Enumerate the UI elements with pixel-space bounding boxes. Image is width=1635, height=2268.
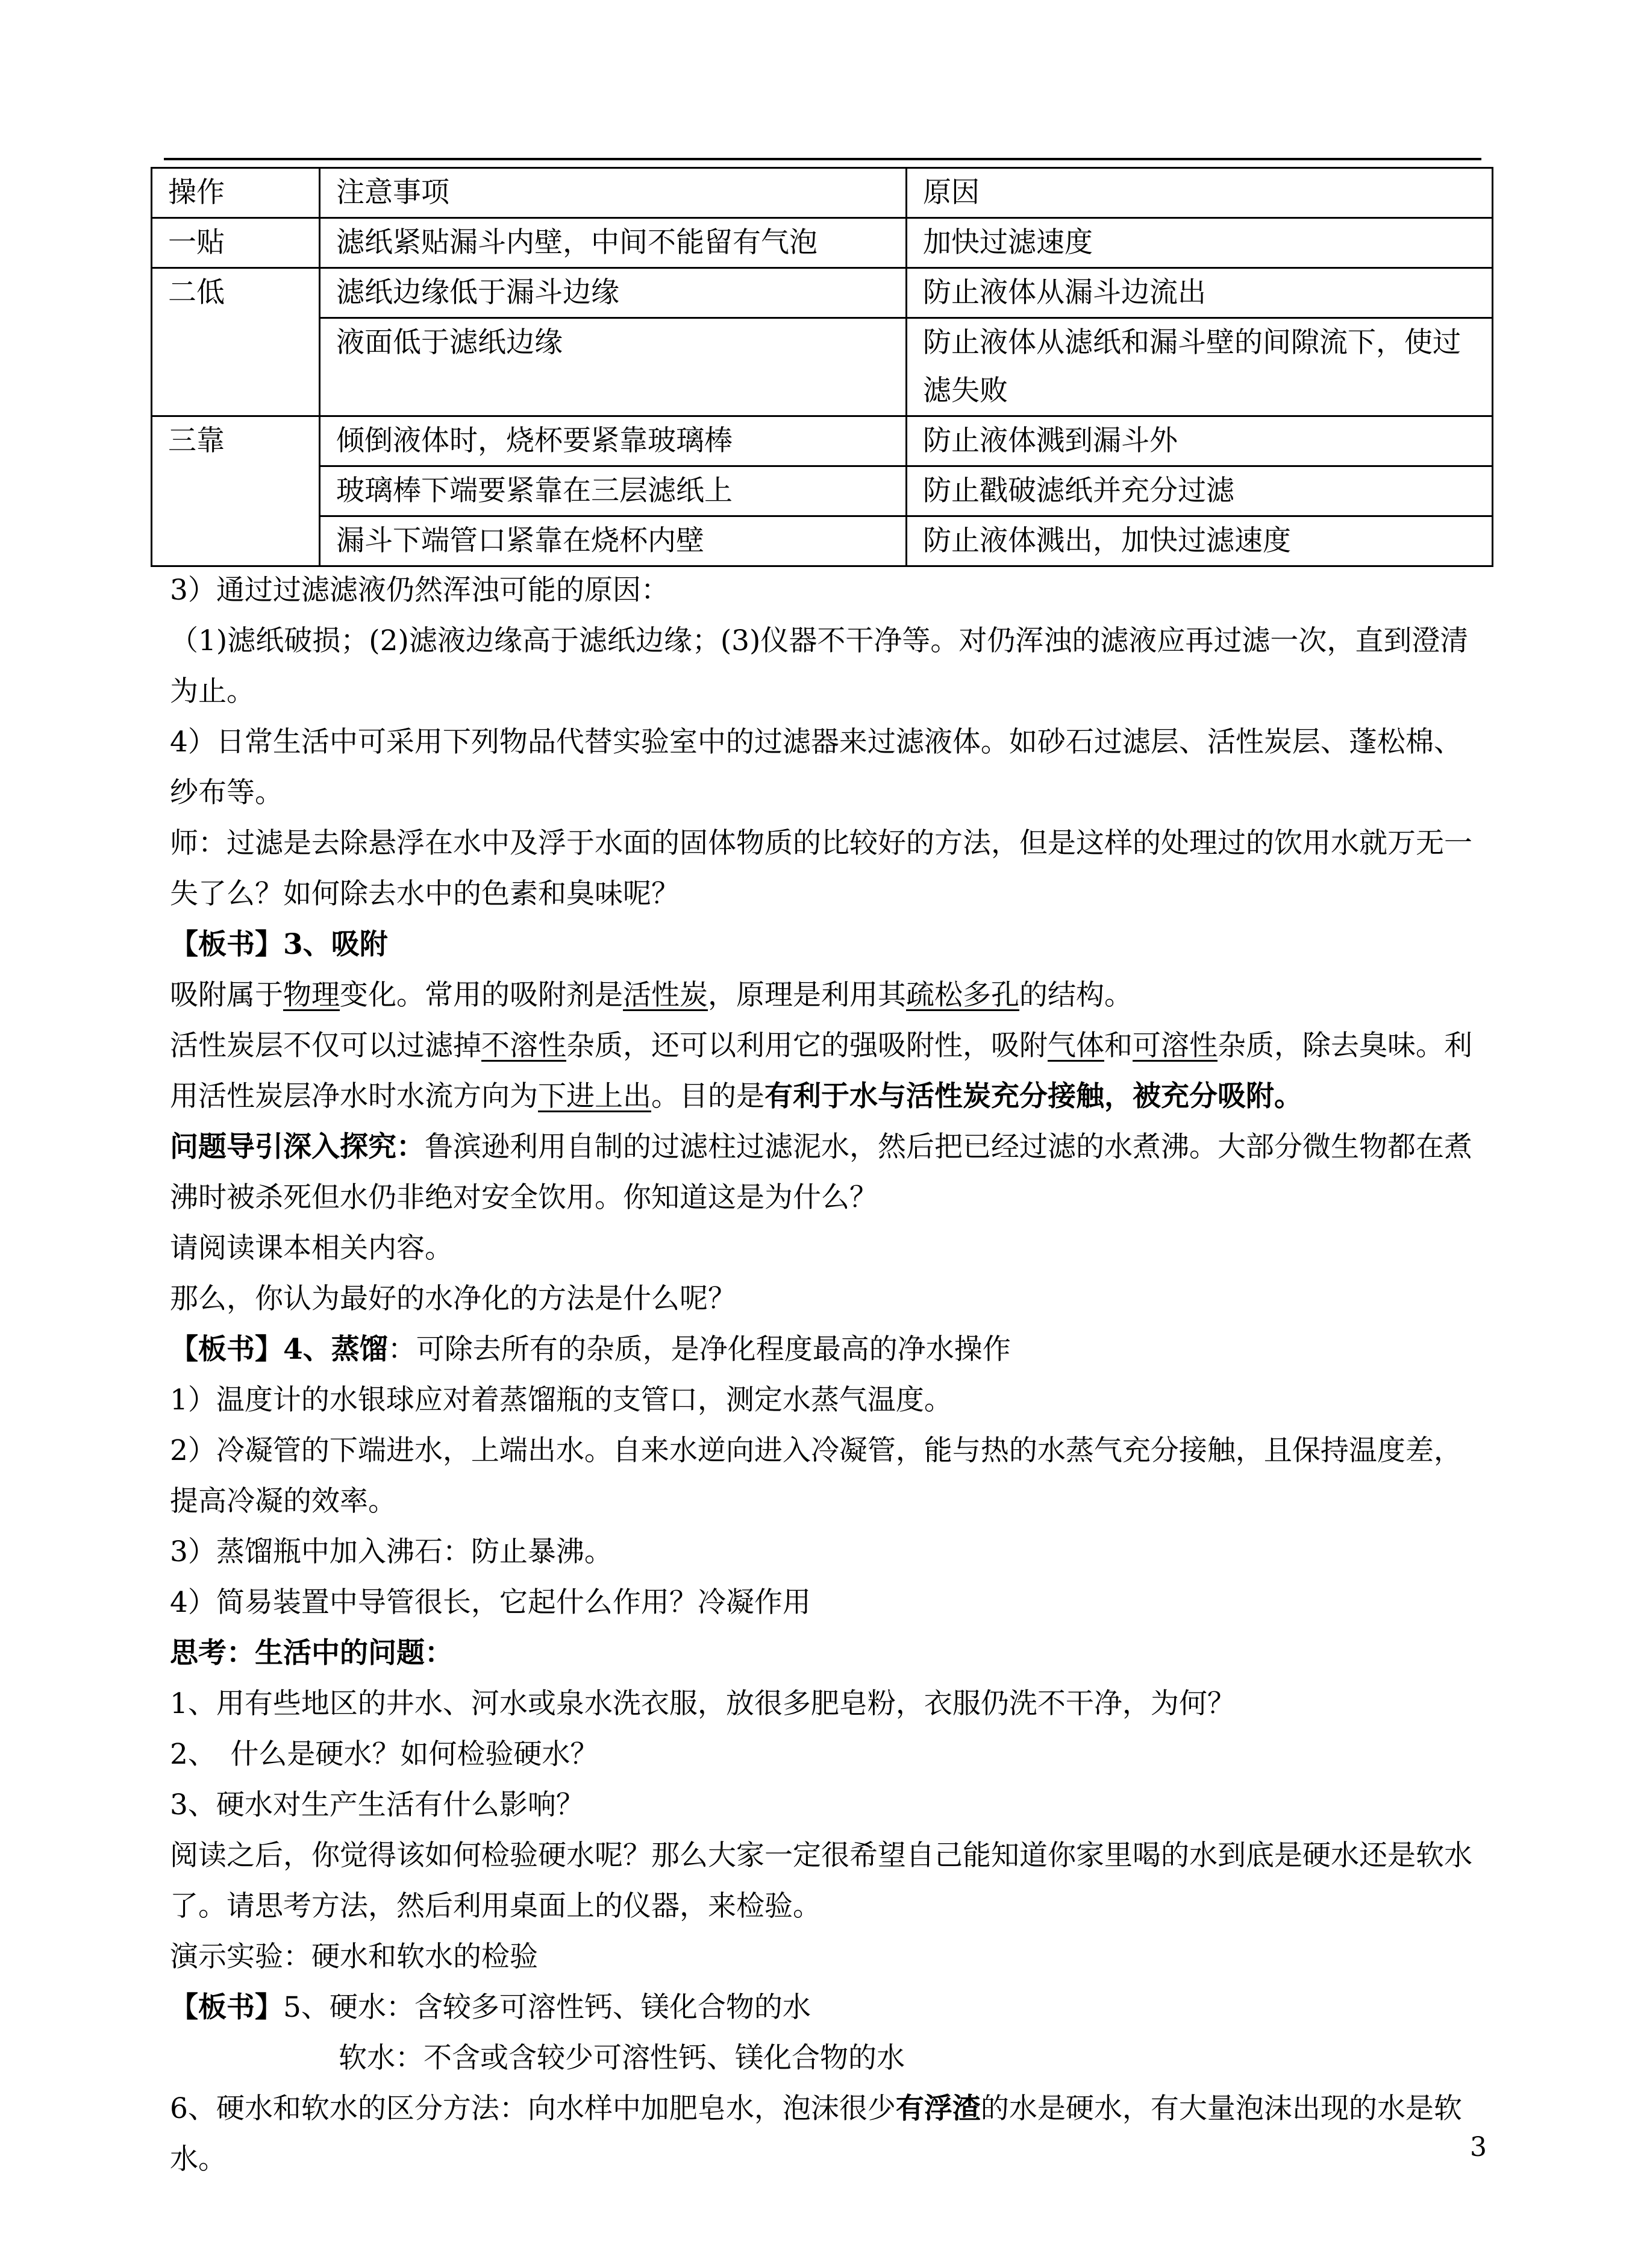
page-number: 3 — [1470, 2132, 1487, 2163]
paragraph — [170, 2084, 1483, 2185]
table-cell: 漏斗下端管口紧靠在烧杯内壁 — [320, 516, 907, 566]
table-row — [152, 318, 1493, 416]
paragraph — [170, 1324, 1483, 1375]
paragraph: 1）温度计的水银球应对着蒸馏瓶的支管口，测定水蒸气温度。 — [170, 1383, 952, 1417]
table-cell: 滤纸紧贴漏斗内壁，中间不能留有气泡 — [320, 218, 907, 268]
text-run: 6、硬水和软水的区分方法：向水样中加肥皂水，泡沫很少 — [170, 2092, 896, 2125]
section-heading: 【板书】3、吸附 — [170, 928, 388, 961]
underlined-term: 气体 — [1048, 1029, 1104, 1062]
table-cell: 防止液体溅到漏斗外 — [907, 416, 1493, 466]
paragraph: 阅读之后，你觉得该如何检验硬水呢？那么大家一定很希望自己能知道你家里喝的水到底是硬水还是软水了。请思考方法，然后利用桌面上的仪器，来检验。 — [170, 1839, 1472, 1923]
paragraph: 1、用有些地区的井水、河水或泉水洗衣服，放很多肥皂粉，衣服仍洗不干净，为何？ — [170, 1687, 1236, 1720]
table-row — [152, 218, 1493, 268]
table-header-cell: 注意事项 — [320, 168, 907, 218]
paragraph: 3）蒸馏瓶中加入沸石：防止暴沸。 — [170, 1535, 613, 1568]
paragraph — [170, 1122, 1483, 1223]
paragraph: 2）冷凝管的下端进水，上端出水。自来水逆向进入冷凝管，能与热的水蒸气充分接触，且保持温度差，提高冷凝的效率。 — [170, 1434, 1462, 1518]
text-run: 杂质，除去臭味。利用活性炭层净水时水流方向为 — [170, 1029, 1472, 1113]
document-body — [170, 565, 1483, 2185]
table-row — [152, 516, 1493, 566]
table-cell: 防止液体从漏斗边流出 — [907, 268, 1493, 318]
underlined-term: 下进上出 — [538, 1080, 651, 1113]
text-run: 杂质，还可以利用它的强吸附性，吸附 — [566, 1029, 1048, 1062]
text-run: ：可除去所有的杂质，是净化程度最高的净水操作 — [387, 1333, 1011, 1366]
text-run: 和 — [1104, 1029, 1133, 1062]
paragraph: 2、 什么是硬水？如何检验硬水？ — [170, 1738, 599, 1771]
paragraph — [170, 1982, 1483, 2033]
paragraph: 请阅读课本相关内容。 — [170, 1232, 453, 1265]
paragraph: 软水：不含或含较少可溶性钙、镁化合物的水 — [339, 2041, 905, 2075]
header-rule — [164, 158, 1481, 160]
table-header-cell: 原因 — [907, 168, 1493, 218]
underlined-term: 疏松多孔 — [906, 979, 1019, 1012]
text-run: 鲁滨逊利用自制的过滤柱过滤泥水，然后把已经过滤的水煮沸。大部分微生物都在煮沸时被杀死但水仍非绝对安全饮用。你知道这是为什么？ — [170, 1130, 1472, 1214]
underlined-term: 活性炭 — [623, 979, 708, 1012]
paragraph: 4）日常生活中可采用下列物品代替实验室中的过滤器来过滤液体。如砂石过滤层、活性炭层、蓬松棉、纱布等。 — [170, 725, 1462, 809]
text-run: 。目的是 — [651, 1080, 764, 1113]
text-run: 的水是硬水，有大量泡沫出现的水是软水。 — [170, 2092, 1462, 2176]
bold-text: 【板书】4、蒸馏 — [170, 1333, 388, 1366]
paragraph — [170, 1021, 1483, 1122]
paragraph: 演示实验：硬水和软水的检验 — [170, 1940, 538, 1973]
bold-text: 有利于水与活性炭充分接触，被充分吸附。 — [764, 1080, 1302, 1113]
table-header-cell: 操作 — [152, 168, 320, 218]
text-run: ，原理是利用其 — [708, 979, 906, 1012]
table-cell: 一贴 — [152, 218, 320, 268]
underlined-term: 物理 — [283, 979, 340, 1012]
paragraph: 那么，你认为最好的水净化的方法是什么呢？ — [170, 1282, 736, 1315]
paragraph: 4）简易装置中导管很长，它起什么作用？冷凝作用 — [170, 1586, 811, 1619]
table-header-row — [152, 168, 1493, 218]
text-run: 5、硬水：含较多可溶性钙、镁化合物的水 — [283, 1991, 811, 2024]
bold-text: 【板书】 — [170, 1991, 283, 2024]
table-cell: 倾倒液体时，烧杯要紧靠玻璃棒 — [320, 416, 907, 466]
paragraph: 3、硬水对生产生活有什么影响？ — [170, 1788, 584, 1822]
table-cell: 二低 — [152, 268, 320, 416]
table-row — [152, 268, 1493, 318]
table-cell: 防止液体从滤纸和漏斗壁的间隙流下，使过滤失败 — [907, 318, 1493, 416]
table-row — [152, 466, 1493, 516]
paragraph — [170, 970, 1483, 1021]
underlined-term: 可溶性 — [1133, 1029, 1218, 1062]
text-run: 吸附属于 — [170, 979, 283, 1012]
table-row — [152, 416, 1493, 466]
section-heading: 思考：生活中的问题： — [170, 1637, 453, 1670]
table-cell: 滤纸边缘低于漏斗边缘 — [320, 268, 907, 318]
bold-text: 有浮渣 — [895, 2092, 981, 2125]
table-cell: 液面低于滤纸边缘 — [320, 318, 907, 416]
paragraph: （1)滤纸破损；(2)滤液边缘高于滤纸边缘；(3)仪器不干净等。对仍浑浊的滤液应再过滤一次，直到澄清为止。 — [170, 624, 1469, 708]
table-cell: 三靠 — [152, 416, 320, 566]
table-cell: 玻璃棒下端要紧靠在三层滤纸上 — [320, 466, 907, 516]
table-cell: 防止戳破滤纸并充分过滤 — [907, 466, 1493, 516]
table-cell: 防止液体溅出，加快过滤速度 — [907, 516, 1493, 566]
underlined-term: 不溶性 — [481, 1029, 566, 1062]
table-cell: 加快过滤速度 — [907, 218, 1493, 268]
filtration-table — [151, 167, 1493, 567]
bold-text: 问题导引深入探究： — [170, 1130, 425, 1164]
paragraph: 师：过滤是去除悬浮在水中及浮于水面的固体物质的比较好的方法，但是这样的处理过的饮用水就万无一失了么？如何除去水中的色素和臭味呢？ — [170, 827, 1472, 910]
text-run: 的结构。 — [1019, 979, 1133, 1012]
text-run: 变化。常用的吸附剂是 — [340, 979, 623, 1012]
paragraph: 3）通过过滤滤液仍然浑浊可能的原因： — [170, 574, 669, 607]
text-run: 活性炭层不仅可以过滤掉 — [170, 1029, 481, 1062]
